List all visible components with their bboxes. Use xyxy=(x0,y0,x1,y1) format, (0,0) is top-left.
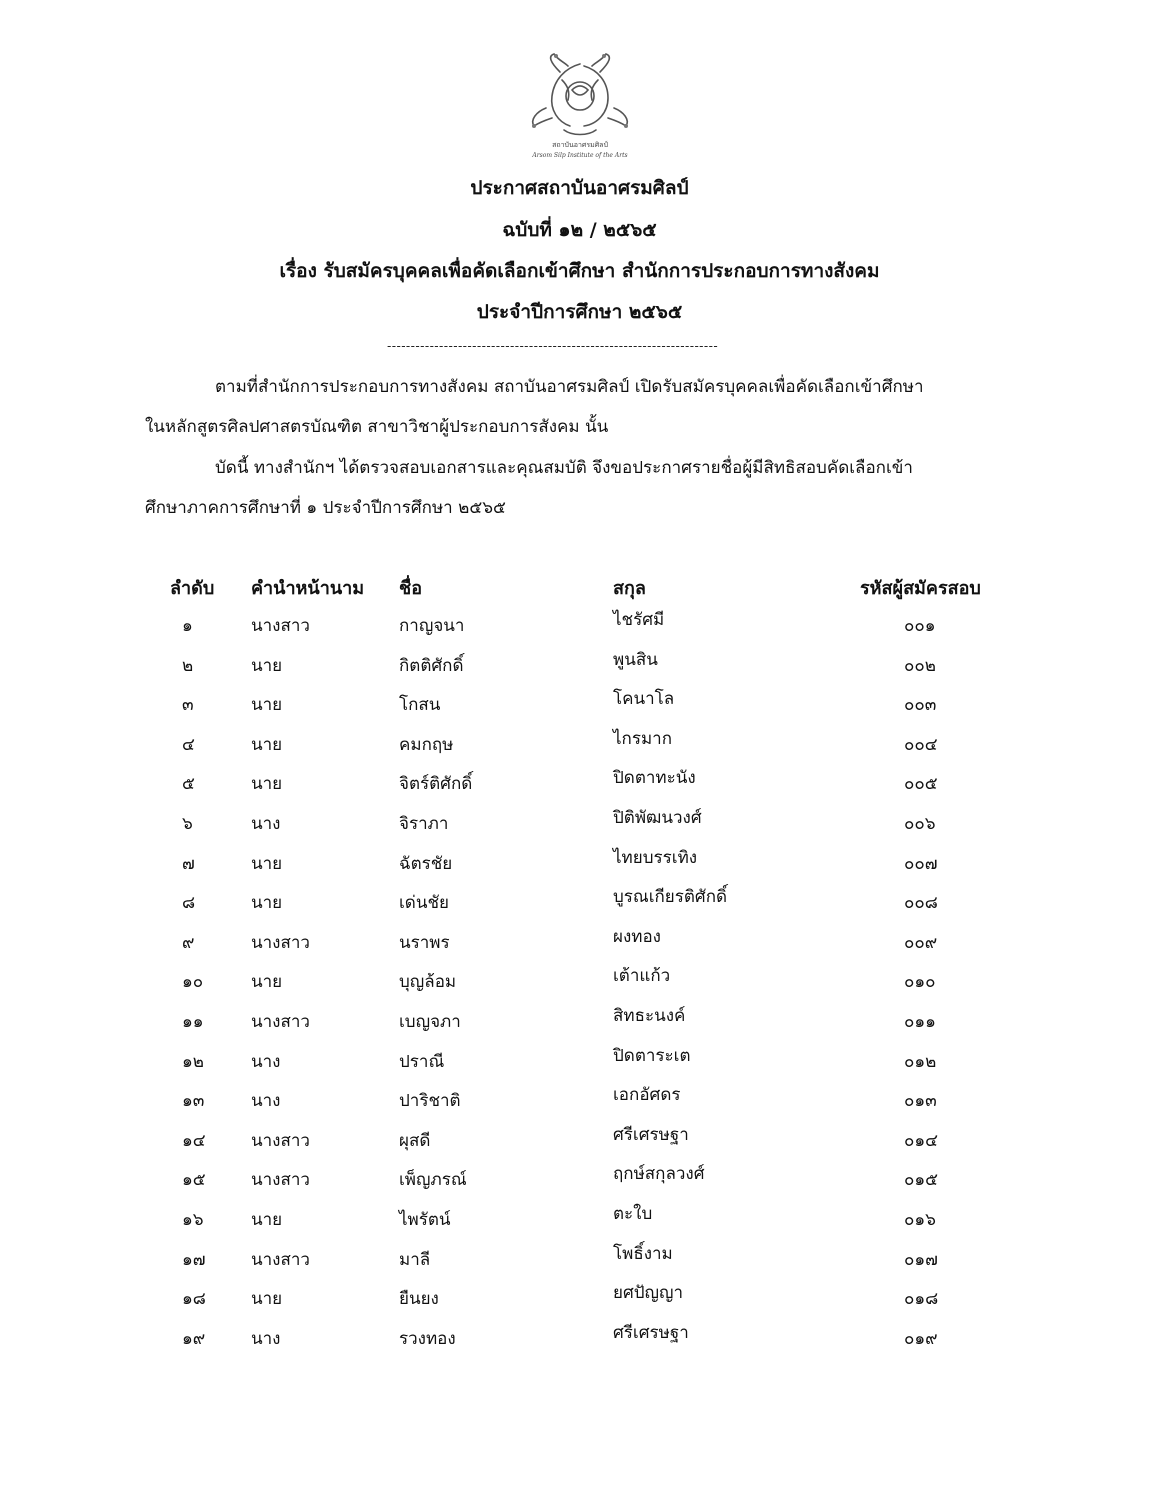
row-prefix: นางสาว xyxy=(251,1170,310,1191)
row-order: ๑๙ xyxy=(182,1328,206,1349)
row-first-name: จิตร์ติศักดิ์ xyxy=(399,774,473,795)
row-first-name: บุญล้อม xyxy=(399,972,457,993)
row-order: ๓ xyxy=(182,695,194,716)
row-prefix: นางสาว xyxy=(251,1130,310,1151)
row-applicant-code: ๐๐๒ xyxy=(904,655,936,676)
row-surname: โคนาโล xyxy=(613,689,675,710)
row-surname: เอกอัศดร xyxy=(613,1085,681,1106)
row-order: ๗ xyxy=(182,853,195,874)
row-first-name: เพ็ญภรณ์ xyxy=(399,1170,467,1191)
svg-text:สถาบันอาศรมศิลป์: สถาบันอาศรมศิลป์ xyxy=(552,141,608,149)
row-first-name: ยืนยง xyxy=(399,1289,439,1310)
row-order: ๑ xyxy=(182,616,193,636)
column-header-applicant-code: รหัสผู้สมัครสอบ xyxy=(860,578,981,599)
row-applicant-code: ๐๑๖ xyxy=(904,1209,936,1230)
row-applicant-code: ๐๑๗ xyxy=(904,1249,938,1270)
row-applicant-code: ๐๑๙ xyxy=(904,1328,938,1349)
logo-caption: Arsom Silp Institute of the Arts xyxy=(532,152,628,159)
row-first-name: กาญจนา xyxy=(399,616,465,636)
row-first-name: เบญจภา xyxy=(399,1011,461,1032)
column-header-order: ลำดับ xyxy=(170,578,215,599)
table-row xyxy=(0,889,1159,929)
row-prefix: นาง xyxy=(251,813,281,834)
table-row xyxy=(0,691,1159,731)
row-applicant-code: ๐๑๔ xyxy=(904,1130,939,1151)
table-row xyxy=(0,1285,1159,1325)
row-prefix: นาง xyxy=(251,1091,281,1112)
row-surname: ยศปัญญา xyxy=(613,1283,684,1304)
row-first-name: ผุสดี xyxy=(399,1130,431,1151)
row-prefix: นางสาว xyxy=(251,616,310,636)
row-order: ๑๑ xyxy=(182,1011,204,1032)
table-row xyxy=(0,1322,1159,1365)
row-applicant-code: ๐๐๙ xyxy=(904,932,938,953)
row-surname: ไชรัศมี xyxy=(613,610,665,630)
row-surname: ศรีเศรษฐา xyxy=(613,1124,689,1145)
row-prefix: นาย xyxy=(251,972,283,993)
row-first-name: ปาริชาติ xyxy=(399,1091,461,1112)
row-surname: ตะใบ xyxy=(613,1203,653,1224)
row-order: ๙ xyxy=(182,932,195,953)
announcement-issue: ฉบับที่ ๑๒ / ๒๕๖๕ xyxy=(502,219,657,241)
row-first-name: เด่นชัย xyxy=(399,893,449,914)
table-row xyxy=(0,1124,1159,1167)
row-order: ๒ xyxy=(182,655,194,676)
row-surname: ปิดตาระเต xyxy=(613,1045,691,1066)
row-prefix: นางสาว xyxy=(251,932,310,953)
row-surname: ผงทอง xyxy=(613,926,661,947)
row-surname: เต้าแก้ว xyxy=(613,966,671,987)
row-prefix: นาง xyxy=(251,1328,281,1349)
row-order: ๘ xyxy=(182,893,196,914)
table-row xyxy=(0,649,1159,692)
row-applicant-code: ๐๑๘ xyxy=(904,1289,939,1310)
row-order: ๑๘ xyxy=(182,1289,206,1310)
table-row xyxy=(0,807,1159,850)
row-order: ๑๐ xyxy=(182,972,204,993)
row-applicant-code: ๐๐๓ xyxy=(904,695,937,716)
table-row xyxy=(0,1045,1159,1088)
table-row xyxy=(0,612,1159,652)
announcement-subject: เรื่อง รับสมัครบุคคลเพื่อคัดเลือกเข้าศึกษา สำนักการประกอบการทางสังคม xyxy=(279,260,880,282)
column-header-prefix: คำนำหน้านาม xyxy=(251,578,365,599)
row-first-name: จิราภา xyxy=(399,813,449,834)
row-applicant-code: ๐๐๖ xyxy=(904,813,936,834)
row-surname: โพธิ์งาม xyxy=(613,1243,673,1264)
paragraph-2-line-2: ศึกษาภาคการศึกษาที่ ๑ ประจำปีการศึกษา ๒๕๖๕ xyxy=(145,498,506,518)
announcement-title: ประกาศสถาบันอาศรมศิลป์ xyxy=(470,177,689,199)
row-applicant-code: ๐๐๔ xyxy=(904,734,938,755)
row-applicant-code: ๐๑๒ xyxy=(904,1051,937,1072)
row-first-name: ปราณี xyxy=(399,1051,445,1072)
row-prefix: นาย xyxy=(251,1289,283,1310)
header-divider: ---------------------------------------------------------------------- xyxy=(387,339,719,353)
row-first-name: คมกฤษ xyxy=(399,734,454,755)
row-prefix: นาง xyxy=(251,1051,281,1072)
row-applicant-code: ๐๐๘ xyxy=(904,893,938,914)
row-order: ๔ xyxy=(182,734,195,755)
announcement-year: ประจำปีการศึกษา ๒๕๖๕ xyxy=(476,301,683,323)
paragraph-1-line-2: ในหลักสูตรศิลปศาสตรบัณฑิต สาขาวิชาผู้ประกอบการสังคม นั้น xyxy=(145,417,609,437)
paragraph-2-line-1: บัดนี้ ทางสำนักฯ ได้ตรวจสอบเอกสารและคุณสมบัติ จึงขอประกาศรายชื่อผู้มีสิทธิสอบคัดเลือกเข้า xyxy=(215,458,913,478)
table-row xyxy=(0,770,1159,810)
table-header xyxy=(0,573,1159,599)
row-order: ๑๓ xyxy=(182,1091,205,1112)
row-order: ๕ xyxy=(182,774,195,795)
applicant-table-body xyxy=(0,612,1159,1364)
table-row xyxy=(0,1203,1159,1246)
row-applicant-code: ๐๐๕ xyxy=(904,774,938,795)
table-row xyxy=(0,728,1159,771)
institute-seal-icon xyxy=(520,50,640,162)
row-surname: ศรีเศรษฐา xyxy=(613,1322,689,1343)
column-header-surname: สกุล xyxy=(613,578,646,599)
row-applicant-code: ๐๑๑ xyxy=(904,1011,936,1032)
row-surname: ไทยบรรเทิง xyxy=(613,847,698,868)
row-prefix: นาย xyxy=(251,1209,283,1230)
row-first-name: รวงทอง xyxy=(399,1328,456,1349)
row-first-name: กิตติศักดิ์ xyxy=(399,655,464,676)
row-prefix: นาย xyxy=(251,695,283,716)
row-applicant-code: ๐๐๗ xyxy=(904,853,938,874)
row-order: ๑๗ xyxy=(182,1249,206,1270)
row-surname: ฤกษ์สกุลวงศ์ xyxy=(613,1164,705,1185)
row-surname: บูรณเกียรติศักดิ์ xyxy=(613,887,728,908)
row-prefix: นาย xyxy=(251,893,283,914)
paragraph-1-line-1: ตามที่สำนักการประกอบการทางสังคม สถาบันอาศรมศิลป์ เปิดรับสมัครบุคคลเพื่อคัดเลือกเข้าศึกษา xyxy=(215,377,924,397)
row-first-name: ฉัตรชัย xyxy=(399,853,453,874)
row-order: ๑๒ xyxy=(182,1051,204,1072)
row-prefix: นางสาว xyxy=(251,1249,310,1270)
row-applicant-code: ๐๑๓ xyxy=(904,1091,937,1112)
column-header-first-name: ชื่อ xyxy=(399,578,423,599)
table-row xyxy=(0,1005,1159,1048)
row-prefix: นาย xyxy=(251,734,283,755)
row-order: ๖ xyxy=(182,813,193,834)
row-applicant-code: ๐๑๐ xyxy=(904,972,936,993)
row-surname: ปิติพัฒนวงศ์ xyxy=(613,807,702,828)
row-first-name: ไพรัตน์ xyxy=(399,1209,451,1230)
row-order: ๑๔ xyxy=(182,1130,206,1151)
row-surname: ไกรมาก xyxy=(613,728,673,749)
table-row xyxy=(0,1166,1159,1206)
table-row xyxy=(0,926,1159,969)
row-prefix: นาย xyxy=(251,655,283,676)
row-surname: สิทธะนงค์ xyxy=(613,1005,686,1026)
row-order: ๑๕ xyxy=(182,1170,206,1191)
table-row xyxy=(0,1087,1159,1127)
table-row xyxy=(0,968,1159,1008)
row-surname: ปิดตาทะนัง xyxy=(613,768,696,789)
row-prefix: นาย xyxy=(251,774,283,795)
row-prefix: นางสาว xyxy=(251,1011,310,1032)
row-applicant-code: ๐๑๕ xyxy=(904,1170,939,1191)
row-first-name: มาลี xyxy=(399,1249,431,1270)
row-first-name: โกสน xyxy=(399,695,441,716)
row-prefix: นาย xyxy=(251,853,283,874)
row-surname: พูนสิน xyxy=(613,649,658,670)
row-applicant-code: ๐๐๑ xyxy=(904,616,936,636)
row-first-name: นราพร xyxy=(399,932,450,953)
table-row xyxy=(0,1243,1159,1286)
row-order: ๑๖ xyxy=(182,1209,204,1230)
table-row xyxy=(0,847,1159,890)
